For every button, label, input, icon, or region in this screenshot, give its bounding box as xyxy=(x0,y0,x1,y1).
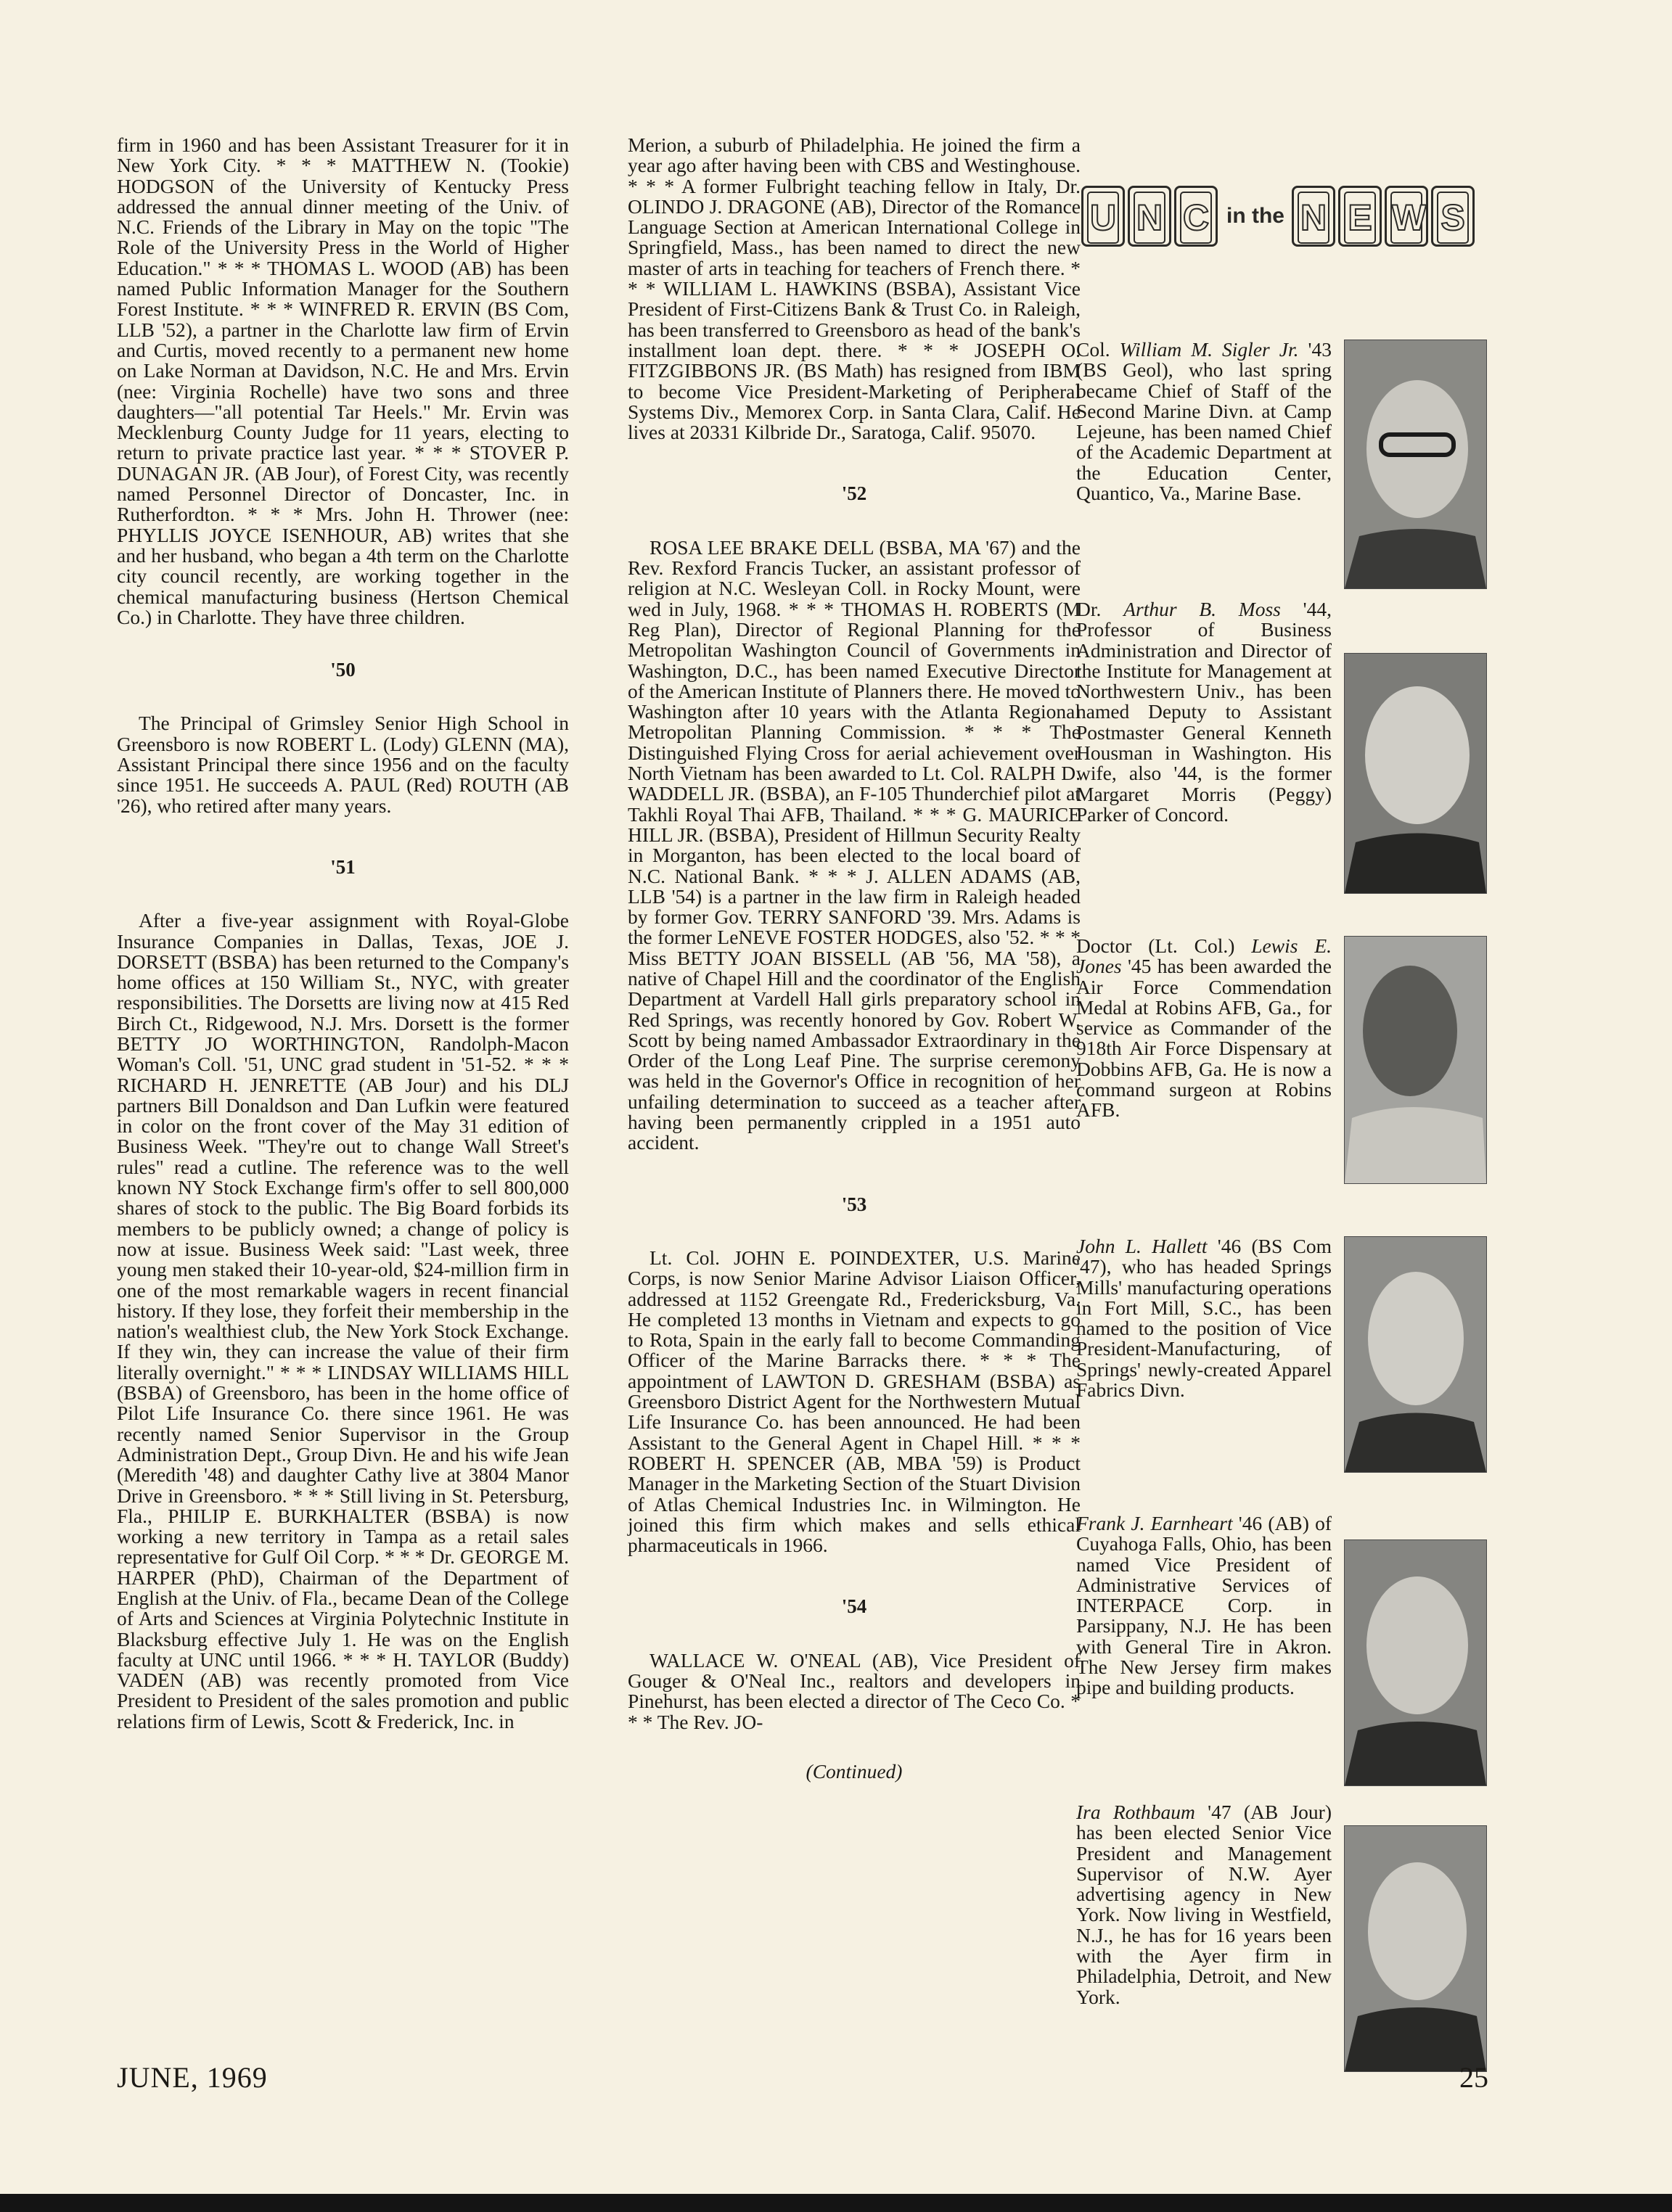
masthead-letter-w: W xyxy=(1385,186,1428,247)
column-1 xyxy=(117,135,569,1732)
news-item-4: John L. Hallett '46 (BS Com '47), who has headed Springs Mills' manufacturing operations in Fort Mill, S.C., has been named to the position of Vice President-Manufacturing, of Springs' newly-created Apparel Fabrics Divn. xyxy=(1076,1235,1332,1402)
portrait-photo-4 xyxy=(1344,1236,1487,1473)
masthead-letter-u: U xyxy=(1081,186,1125,247)
news-item-5-name: Frank J. Earnheart xyxy=(1076,1512,1233,1534)
class-year-54: '54 xyxy=(841,1595,867,1618)
class-year-51: '51 xyxy=(330,855,356,878)
news-item-5: Frank J. Earnheart '46 (AB) of Cuyahoga Falls, Ohio, has been named Vice President of Administrative Services of INTERPACE Corp. in Parsippany, N.J. He has been with General Tire in Akron. The New Jersey firm makes pipe and building products. xyxy=(1076,1512,1332,1699)
unc-in-the-news-masthead xyxy=(1081,186,1488,258)
issue-date: JUNE, 1969 xyxy=(117,2061,268,2094)
masthead-letter-s: S xyxy=(1431,186,1475,247)
col2-paragraph-4: WALLACE W. O'NEAL (AB), Vice President of Gouger & O'Neal Inc., realtors and developers in Pinehurst, has been elected a director of The Ceco Co. * * * The Rev. JO- xyxy=(628,1648,1081,1733)
news-item-1: Col. William M. Sigler Jr. '43 (BS Geol), who last spring became Chief of Staff of the Second Marine Divn. at Camp Lejeune, has been named Chief of the Academic Department at the Education Center, Quantico, Va., Marine Base. xyxy=(1076,338,1332,505)
masthead-in-the: in the xyxy=(1226,204,1284,228)
news-item-1-name: William M. Sigler Jr. xyxy=(1119,338,1299,361)
masthead-letter-n2: N xyxy=(1292,186,1335,247)
news-item-2: Dr. Arthur B. Moss '44, Professor of Business Administration and Director of the Institute for Management at Northwestern Univ., has been named Deputy to Assistant Postmaster General Kenneth Housman in Washington. His wife, also '44, is the former Margaret Morris (Peggy) Parker of Concord. xyxy=(1076,598,1332,826)
col2-paragraph-1: Merion, a suburb of Philadelphia. He joined the firm a year ago after having been with CBS and Westinghouse. * * * A former Fulbright teaching fellow in Italy, Dr. OLINDO J. DRAGONE (AB), Director of the Romance Language Section at American International College in Springfield, Mass., has been named to direct the new master of arts in teaching for teachers of French there. * * * WILLIAM L. HAWKINS (BSBA), Assistant Vice President of First-Citizens Bank & Trust Co. in Raleigh, has been transferred to Greensboro as head of the bank's installment loan dept. there. * * * JOSEPH O. FITZGIBBONS JR. (BS Math) has resigned from IBM to become Vice President-Marketing of Peripheral Systems Div., Memorex Corp. in Santa Clara, Calif. He lives at 20331 Kilbride Dr., Saratoga, Calif. 95070. xyxy=(628,133,1081,444)
news-item-6: Ira Rothbaum '47 (AB Jour) has been elected Senior Vice President and Management Supervisor of N.W. Ayer advertising agency in New York. Now living in Westfield, N.J., he has for 16 years been with the Ayer firm in Philadelphia, Detroit, and New York. xyxy=(1076,1801,1332,2008)
news-item-4-name: John L. Hallett xyxy=(1076,1235,1208,1257)
news-item-3-name: Lewis E. Jones xyxy=(1076,934,1332,978)
col1-paragraph-1: firm in 1960 and has been Assistant Treasurer for it in New York City. * * * MATTHEW N. (Tookie) HODGSON of the University of Kentucky Press addressed the annual dinner meeting of the Univ. of N.C. Friends of the Library in May on the topic "The Role of the University Press in the World of Higher Education." * * * THOMAS L. WOOD (AB) has been named Public Information Manager for the Southern Forest Institute. * * * WINFRED R. ERVIN (BS Com, LLB '52), a partner in the Charlotte law firm of Ervin and Curtis, moved recently to a permanent new home on Lake Norman at Davidson, N.C. He and Mrs. Ervin (nee: Virginia Rochelle) have two sons and three daughters—"all potential Tar Heels." Mr. Ervin was Mecklenburg County Judge for 11 years, electing to return to private practice last year. * * * STOVER P. DUNAGAN JR. (AB Jour), of Forest City, was recently named Personnel Director of Doncaster, Inc. in Rutherfordton. * * * Mrs. John H. Thrower (nee: PHYLLIS JOYCE ISENHOUR, AB) writes that she and her husband, who began a 4th term on the Charlotte city council recently, are working together in the chemical manufacturing business (Hertson Chemical Co.) in Charlotte. They have three children. xyxy=(117,133,569,628)
col2-paragraph-3: Lt. Col. JOHN E. POINDEXTER, U.S. Marine Corps, is now Senior Marine Advisor Liaison Officer, addressed at 1152 Greengate Rd., Fredericksburg, Va. He completed 13 months in Vietnam and expects to go to Rota, Spain in the early fall to become Commanding Officer of the Marine Barracks there. * * * The appointment of LAWTON D. GRESHAM (BSBA) as Greensboro District Agent for the Northwestern Mutual Life Insurance Co. has been announced. He had been Assistant to the General Agent in Chapel Hill. * * * ROBERT H. SPENCER (AB, MBA '59) is Product Manager in the Marketing Section of the Stuart Division of Atlas Chemical Industries Inc. in Wilmington. He joined this firm which makes and sells ethical pharmaceuticals in 1966. xyxy=(628,1246,1081,1557)
portrait-photo-6 xyxy=(1344,1825,1487,2072)
col1-paragraph-2: The Principal of Grimsley Senior High School in Greensboro is now ROBERT L. (Lody) GLENN (MA), Assistant Principal there since 1956 and on the faculty since 1951. He succeeds A. PAUL (Red) ROUTH (AB '26), who retired after many years. xyxy=(117,712,569,817)
news-item-2-name: Arthur B. Moss xyxy=(1123,598,1281,620)
col2-paragraph-2: ROSA LEE BRAKE DELL (BSBA, MA '67) and the Rev. Rexford Francis Tucker, an assistant professor of religion at N.C. Wesleyan Coll. in Rocky Mount, were wed in July, 1968. * * * THOMAS H. ROBERTS (M Reg Plan), Director of Regional Planning for the Metropolitan Washington Council of Governments in Washington, D.C., has been named Executive Director of the American Institute of Planners there. He moved to Washington after 10 years with the Atlanta Regional Metropolitan Planning Commission. * * * The Distinguished Flying Cross for aerial achievement over North Vietnam has been awarded to Lt. Col. RALPH D. WADDELL JR. (BSBA), an F-105 Thunderchief pilot at Takhli Royal Thai AFB, Thailand. * * * G. MAURICE HILL JR. (BSBA), President of Hillmun Security Realty in Morganton, has been elected to the local board of N.C. National Bank. * * * J. ALLEN ADAMS (AB, LLB '54) is a partner in the law firm in Raleigh headed by former Gov. TERRY SANFORD '39. Mrs. Adams is the former LeNEVE FOSTER HODGES, also '52. * * * Miss BETTY JOAN BISSELL (AB '56, MA '58), a native of Chapel Hill and the coordinator of the English Department at Vardell Hall girls preparatory school in Red Springs, was recently honored by Gov. Robert W. Scott by being named Ambassador Extraordinary in the Order of the Long Leaf Pine. The surprise ceremony was held in the Governor's Office in recognition of her unfailing determination to succeed as a teacher after having been permanently crippled in a 1951 auto accident. xyxy=(628,535,1081,1154)
column-2 xyxy=(628,135,1081,1782)
class-year-53: '53 xyxy=(841,1193,867,1215)
masthead-letter-c: C xyxy=(1174,186,1218,247)
bottom-border xyxy=(0,2194,1672,2212)
masthead-letter-e: E xyxy=(1338,186,1382,247)
page-number: 25 xyxy=(1459,2061,1488,2094)
news-item-6-name: Ira Rothbaum xyxy=(1076,1801,1195,1823)
class-year-50: '50 xyxy=(330,659,356,681)
news-item-3: Doctor (Lt. Col.) Lewis E. Jones '45 has been awarded the Air Force Commendation Medal at Robins AFB, Ga., for service as Commander of the 918th Air Force Dispensary at Dobbins AFB, Ga. He is now a command surgeon at Robins AFB. xyxy=(1076,934,1332,1122)
portrait-photo-2 xyxy=(1344,653,1487,894)
col1-paragraph-3: After a five-year assignment with Royal-Globe Insurance Companies in Dallas, Texas, JOE J. DORSETT (BSBA) has been returned to the Company's home offices at 150 William St., NYC, with greater responsibilities. The Dorsetts are living now at 415 Red Birch Ct., Ridgewood, N.J. Mrs. Dorsett is the former BETTY JO WORTHINGTON, Randolph-Macon Woman's Coll. '51, UNC grad student in '51-52. * * * RICHARD H. JENRETTE (AB Jour) and his DLJ partners Bill Donaldson and Dan Lufkin were featured in color on the front cover of the May 31 edition of Business Week. "They're out to change Wall Street's rules" read a cutline. The reference was to the well known NY Stock Exchange firm's offer to sell 800,000 shares of stock to the public. The Big Board forbids its members to be publicly owned; a change of policy is now at issue. Business Week said: "Last week, three young men staked their 10-year-old, $24-million firm in one of the most remarkable wagers in recent financial history. If they lose, they forfeit their membership in the nation's wealthiest club, the New York Stock Exchange. If they win, they can increase the value of their firm literally overnight." * * * LINDSAY WILLIAMS HILL (BSBA) of Greensboro, has been in the home office of Pilot Life Insurance Co. there since 1961. He was recently named Senior Supervisor in the Group Administration Dept., Group Divn. He and his wife Jean (Meredith '48) and daughter Cathy live at 3804 Manor Drive in Greensboro. * * * Still living in St. Petersburg, Fla., PHILIP E. BURKHALTER (BSBA) is now working a new territory in Tampa as a retail sales representative for Gulf Oil Corp. * * * Dr. GEORGE M. HARPER (PhD), Chairman of the Department of English at the Univ. of Fla., became Dean of the College of Arts and Sciences at Virginia Polytechnic Institute in Blacksburg effective July 1. He was on the English faculty at UNC until 1966. * * * H. TAYLOR (Buddy) VADEN (AB) was recently promoted from Vice President to President of the sales promotion and public relations firm of Lewis, Scott & Frederick, Inc. in xyxy=(117,909,569,1732)
portrait-photo-1 xyxy=(1344,340,1487,589)
masthead-letter-n: N xyxy=(1128,186,1171,247)
continued-note: (Continued) xyxy=(806,1759,903,1783)
portrait-photo-3 xyxy=(1344,936,1487,1184)
class-year-52: '52 xyxy=(841,482,867,505)
portrait-photo-5 xyxy=(1344,1539,1487,1786)
